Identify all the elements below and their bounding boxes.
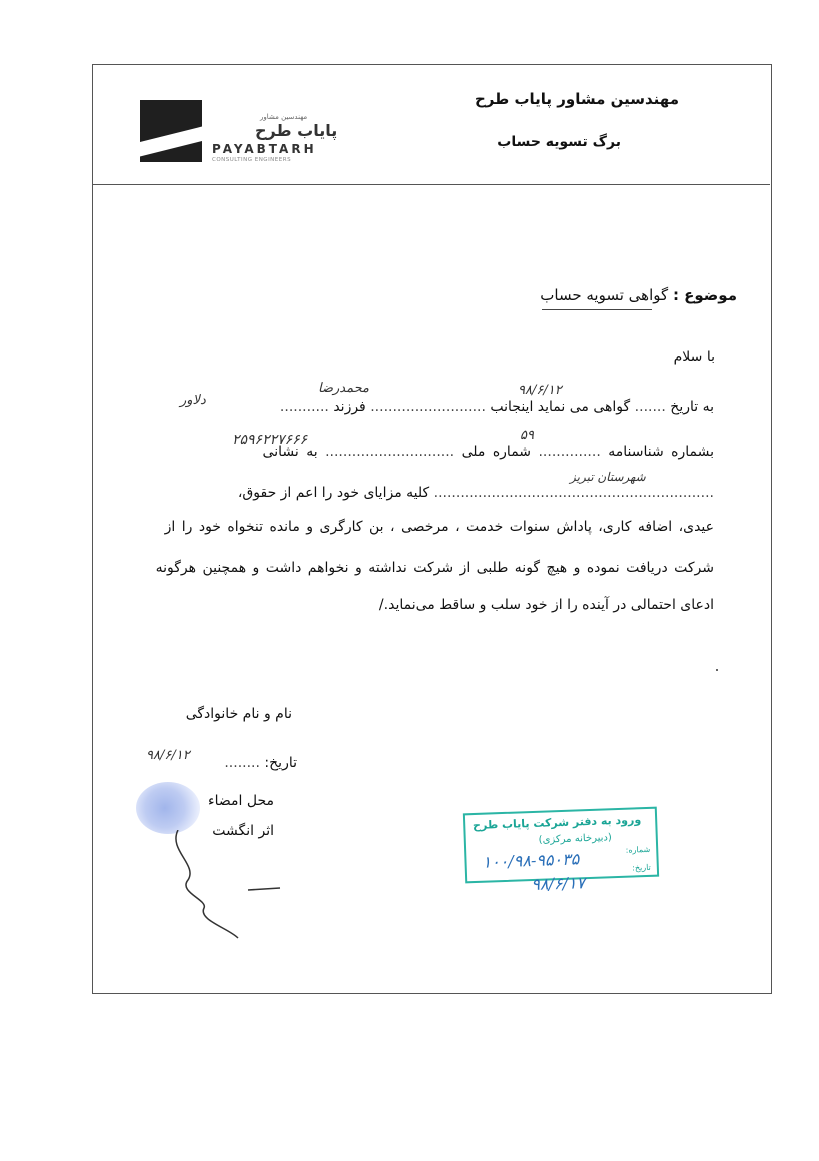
subject-label: موضوع : [672,286,737,304]
company-logo-icon [140,100,202,162]
fingerprint-label: اثر انگشت [212,823,274,839]
national-id-label: شماره ملی [461,444,532,460]
body-line-3 [238,485,714,501]
sign-date-label: تاریخ: [264,755,297,771]
stamp-date-label: تاریخ: [632,862,651,873]
company-name: مهندسین مشاور پایاب طرح [474,90,679,108]
subject-underline [542,309,652,310]
subject [540,286,737,304]
logo-english-sub: CONSULTING ENGINEERS [212,157,292,163]
handwritten-date: ۹۸/۶/۱۲ [518,383,562,398]
body-line-4: عیدی، اضافه کاری، پاداش سنوات خدمت ، مرخصی ، بن کارگری و مانده تنخواه خود را از [164,519,714,535]
body-line-2 [263,444,714,460]
id-number-field[interactable]: .............. [538,444,601,460]
stamp-line-2: (دبیرخانه مرکزی) [538,832,612,846]
address-label: به نشانی [262,444,318,460]
employee-name-field[interactable]: .......................... [370,399,486,415]
handwritten-national-id: ۲۵۹۶۲۲۷۶۶۶ [232,432,308,448]
fingerprint-icon [136,782,200,834]
certify-text: گواهی می نماید اینجانب [490,399,631,415]
greeting: با سلام [673,349,715,365]
sign-date-field[interactable]: ........ [224,755,260,771]
handwritten-father-name: دلاور [180,393,206,408]
handwritten-id-number: ۵۹ [520,428,534,443]
handwritten-sign-date: ۹۸/۶/۱۲ [146,748,190,763]
logo-persian-small: مهندسین مشاور [260,113,308,121]
sign-date [224,755,297,771]
subject-value: گواهی تسویه حساب [540,286,669,304]
signature-scribble-icon [168,830,288,940]
form-title: برگ تسویه حساب [497,134,621,150]
body-line-5: شرکت دریافت نموده و هیچ گونه طلبی از شرکت نداشته و نخواهم داشت و همچنین هرگونه [155,560,714,576]
stamp-number: ۱۰۰/۹۸-۹۵۰۳۵ [482,849,580,872]
benefits-text: کلیه مزایای خود را اعم از حقوق، [237,485,430,501]
body-line-1 [280,399,714,415]
name-label: نام و نام خانوادگی [185,706,292,722]
logo-persian-name: پایاب طرح [255,121,338,140]
handwritten-address: شهرستان تبریز [570,470,646,484]
stamp-number-label: شماره: [625,844,651,855]
handwritten-employee-name: محمدرضا [318,381,369,396]
office-stamp [463,807,659,895]
stray-dot [716,669,718,671]
signature-label: محل امضاء [208,793,274,809]
body-line-6: ادعای احتمالی در آینده را از خود سلب و ساقط می‌نماید./ [378,597,714,613]
stamp-date: ۹۸/۶/۱۷ [531,873,586,895]
logo-english-name: PAYABTARH [212,142,317,156]
address-field[interactable]: ............................................................... [433,485,714,501]
date-prefix: به تاریخ [670,399,714,415]
child-of-label: فرزند [333,399,366,415]
id-label: بشماره شناسنامه [608,444,714,460]
father-name-field[interactable]: ........... [279,399,329,415]
date-field[interactable]: ....... [634,399,666,415]
stamp-line-1: ورود به دفتر شرکت پایاب طرح [472,813,642,833]
national-id-field[interactable]: ............................. [325,444,455,460]
